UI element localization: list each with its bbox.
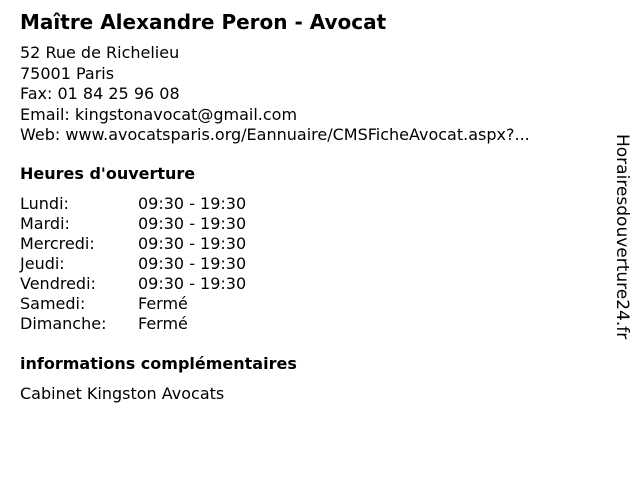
- hours-time: 09:30 - 19:30: [138, 274, 247, 293]
- info-heading: informations complémentaires: [20, 354, 297, 373]
- hours-day: Vendredi:: [20, 274, 96, 293]
- address-street: 52 Rue de Richelieu: [20, 43, 180, 62]
- hours-day: Dimanche:: [20, 314, 107, 333]
- hours-time: 09:30 - 19:30: [138, 254, 247, 273]
- page-title: Maître Alexandre Peron - Avocat: [20, 10, 387, 34]
- address-city: 75001 Paris: [20, 63, 115, 83]
- address-block: [20, 43, 530, 146]
- hours-row-wednesday: [20, 234, 246, 254]
- hours-row-thursday: [20, 254, 246, 274]
- hours-time: 09:30 - 19:30: [138, 234, 247, 253]
- watermark-text: Horairesdouverture24.fr: [612, 134, 632, 340]
- opening-hours-table: [20, 194, 246, 334]
- hours-day: Lundi:: [20, 194, 69, 213]
- hours-row-monday: [20, 194, 246, 214]
- hours-day: Samedi:: [20, 294, 86, 313]
- hours-row-sunday: [20, 314, 246, 334]
- hours-day: Jeudi:: [20, 254, 65, 273]
- hours-time: 09:30 - 19:30: [138, 214, 247, 233]
- info-text: Cabinet Kingston Avocats: [20, 384, 225, 403]
- website-link[interactable]: Web: www.avocatsparis.org/Eannuaire/CMSFicheAvocat.aspx?...: [20, 125, 530, 144]
- hours-time: Fermé: [138, 294, 188, 313]
- hours-row-saturday: [20, 294, 246, 314]
- hours-day: Mardi:: [20, 214, 70, 233]
- hours-row-tuesday: [20, 214, 246, 234]
- email-address: Email: kingstonavocat@gmail.com: [20, 104, 298, 124]
- hours-day: Mercredi:: [20, 234, 95, 253]
- hours-row-friday: [20, 274, 246, 294]
- fax-number: Fax: 01 84 25 96 08: [20, 84, 180, 103]
- hours-time: 09:30 - 19:30: [138, 194, 247, 213]
- hours-heading: Heures d'ouverture: [20, 164, 196, 183]
- hours-time: Fermé: [138, 314, 188, 333]
